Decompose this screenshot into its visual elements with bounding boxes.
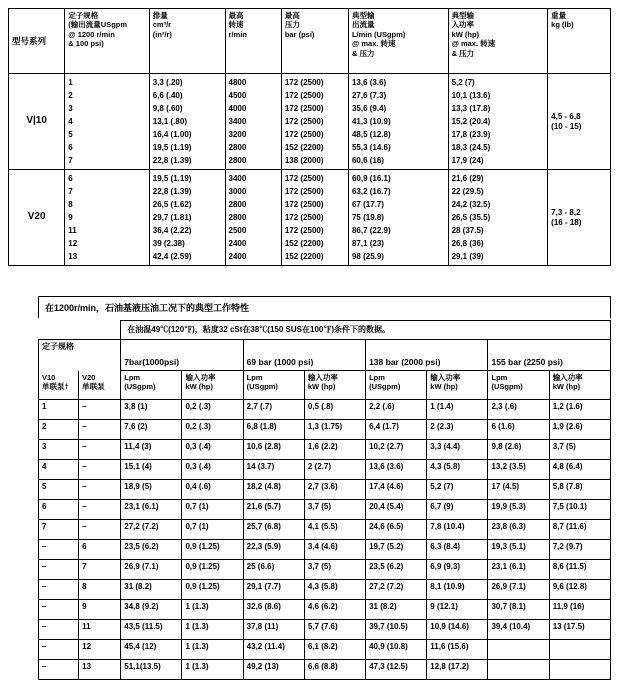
cell-v10: 4 xyxy=(39,460,79,480)
cell-flow-138bar: 23,5 (6.2) xyxy=(366,560,427,580)
cell-flow-7bar: 23,5 (6.2) xyxy=(121,540,182,560)
subheader-flow-7bar: Lpm (USgpm) xyxy=(121,371,182,400)
input-power-stack-v20: 21,6 (29) 22 (29.5) 24,2 (32.5) 26,5 (35.5) 28 (37.5) 26,8 (36) 29,1 (39) xyxy=(451,174,491,261)
max-speed-column-v20 xyxy=(225,170,281,266)
cell-v20: 13 xyxy=(79,660,121,680)
cell-flow-7bar: 23,1 (6.1) xyxy=(121,500,182,520)
cell-power-69bar: 5,7 (7.6) xyxy=(304,620,365,640)
oil-condition-note: 在油温49℃(120℉)，粘度32 cSt在38℃(150 SUS在100℉)条件下的数据。 xyxy=(121,321,611,340)
cell-flow-138bar: 2,2 (.6) xyxy=(366,400,427,420)
cell-flow-69bar: 29,1 (7.7) xyxy=(243,580,304,600)
cell-power-155bar: 8,6 (11.5) xyxy=(549,560,610,580)
header-max-speed: 最高 转速 r/min xyxy=(225,9,281,74)
subheader-power-138bar: 输入功率 kW (hp) xyxy=(427,371,488,400)
typical-performance-table xyxy=(38,320,611,680)
table-row xyxy=(39,480,611,500)
input-power-stack-v10: 5,2 (7) 10,1 (13.6) 13,3 (17.8) 15,2 (20.4) 17,8 (23.9) 18,3 (24.5) 17,9 (24) xyxy=(451,78,491,165)
cell-flow-155bar: 17 (4.5) xyxy=(488,480,549,500)
cell-flow-155bar xyxy=(488,660,549,680)
cell-flow-69bar: 18,2 (4.8) xyxy=(243,480,304,500)
cell-power-69bar: 4,6 (6.2) xyxy=(304,600,365,620)
output-flow-stack-v10: 13,6 (3.6) 27,6 (7.3) 35,6 (9.4) 41,3 (10.9) 48,5 (12.8) 55,3 (14.6) 60,6 (16) xyxy=(351,78,391,165)
cell-flow-69bar: 6,8 (1.8) xyxy=(243,420,304,440)
cell-power-155bar: 4,8 (6.4) xyxy=(549,460,610,480)
cell-power-69bar: 1,6 (2.2) xyxy=(304,440,365,460)
cell-flow-7bar: 43,5 (11.5) xyxy=(121,620,182,640)
cell-flow-155bar: 23,8 (6.3) xyxy=(488,520,549,540)
cell-power-138bar: 2 (2.3) xyxy=(427,420,488,440)
cell-flow-155bar: 23,1 (6.1) xyxy=(488,560,549,580)
cell-power-138bar: 6,7 (9) xyxy=(427,500,488,520)
weight-value-imperial-v20: (16 - 18) xyxy=(551,217,582,227)
table-row xyxy=(39,620,611,640)
weight-cell-v20 xyxy=(548,170,611,266)
performance-note-row xyxy=(39,321,611,340)
output-flow-column-v10 xyxy=(348,74,448,170)
input-power-column-v20 xyxy=(448,170,548,266)
output-flow-stack-v20: 60,9 (16.1) 63,2 (16.7) 67 (17.7) 75 (19.8) 86,7 (22.9) 87,1 (23) 98 (25.9) xyxy=(351,174,391,261)
cell-flow-69bar: 22,3 (5.9) xyxy=(243,540,304,560)
weight-value-v20: 7,3 - 8,2 xyxy=(551,207,581,217)
cell-power-7bar: 0,7 (1) xyxy=(182,520,243,540)
subheader-v10-line1: V10 xyxy=(42,372,56,382)
table-row-group-v20 xyxy=(9,170,611,266)
header-series xyxy=(9,9,65,74)
cell-power-7bar: 0,4 (.6) xyxy=(182,480,243,500)
cell-flow-69bar: 37,8 (11) xyxy=(243,620,304,640)
cell-flow-69bar: 25 (6.6) xyxy=(243,560,304,580)
output-flow-column-v20 xyxy=(348,170,448,266)
cell-power-138bar: 11,6 (15.6) xyxy=(427,640,488,660)
cell-v10: 6 xyxy=(39,500,79,520)
spec-header-cell xyxy=(39,340,121,371)
weight-value-imperial-v10: (10 - 15) xyxy=(551,121,582,131)
subheader-power-69bar: 输入功率 kW (hp) xyxy=(304,371,365,400)
cell-flow-138bar: 39,7 (10.5) xyxy=(366,620,427,640)
table-row xyxy=(39,560,611,580)
series-label-v10: V|10 xyxy=(9,74,65,170)
subheader-v20-line1: V20 xyxy=(82,372,96,382)
cell-v20: – xyxy=(79,460,121,480)
cell-power-138bar: 7,8 (10.4) xyxy=(427,520,488,540)
stator-spec-column-v20 xyxy=(65,170,149,266)
cell-power-69bar: 0,5 (.8) xyxy=(304,400,365,420)
cell-flow-7bar: 51,1(13.5) xyxy=(121,660,182,680)
cell-flow-138bar: 10,2 (2.7) xyxy=(366,440,427,460)
cell-v20: – xyxy=(79,400,121,420)
cell-power-69bar: 3,7 (5) xyxy=(304,560,365,580)
performance-group-header-row xyxy=(39,340,611,371)
cell-power-138bar: 8,1 (10.9) xyxy=(427,580,488,600)
max-pressure-stack-v10: 172 (2500) 172 (2500) 172 (2500) 172 (2500) 172 (2500) 152 (2200) 138 (2000) xyxy=(284,78,324,165)
cell-power-7bar: 1 (1.3) xyxy=(182,600,243,620)
displacement-column-v20 xyxy=(149,170,225,266)
cell-power-7bar: 1 (1.3) xyxy=(182,620,243,640)
cell-v10: 1 xyxy=(39,400,79,420)
subheader-v10-line2: 单联泵† xyxy=(42,381,69,391)
cell-power-69bar: 6,1 (8.2) xyxy=(304,640,365,660)
cell-flow-7bar: 45,4 (12) xyxy=(121,640,182,660)
cell-v20: 6 xyxy=(79,540,121,560)
displacement-stack-v10: 3,3 (.20) 6,6 (.40) 9,8 (.60) 13,1 (.80) 16,4 (1.00) 19,5 (1.19) 22,8 (1.39) xyxy=(152,78,192,165)
cell-power-7bar: 1 (1.3) xyxy=(182,640,243,660)
cell-power-69bar: 3,7 (5) xyxy=(304,500,365,520)
cell-flow-138bar: 17,4 (4.6) xyxy=(366,480,427,500)
stator-spec-stack-v20: 6 7 8 9 11 12 13 xyxy=(68,174,78,261)
spec-header-label: 定子规格 xyxy=(42,342,74,351)
cell-flow-7bar: 7,6 (2) xyxy=(121,420,182,440)
table-row xyxy=(39,600,611,620)
cell-power-138bar: 4,3 (5.8) xyxy=(427,460,488,480)
cell-flow-69bar: 21,6 (5.7) xyxy=(243,500,304,520)
cell-flow-138bar: 27,2 (7.2) xyxy=(366,580,427,600)
cell-v20: 9 xyxy=(79,600,121,620)
cell-flow-7bar: 31 (8.2) xyxy=(121,580,182,600)
cell-v20: – xyxy=(79,520,121,540)
cell-power-155bar xyxy=(549,660,610,680)
cell-power-138bar: 6,3 (8.4) xyxy=(427,540,488,560)
cell-power-69bar: 6,6 (8.8) xyxy=(304,660,365,680)
max-speed-stack-v10: 4800 4500 4000 3400 3200 2800 2800 xyxy=(228,78,247,165)
cell-v10: – xyxy=(39,660,79,680)
cell-flow-7bar: 27,2 (7.2) xyxy=(121,520,182,540)
group-header-138bar: 138 bar (2000 psi) xyxy=(366,340,488,371)
table-row xyxy=(39,540,611,560)
cell-flow-155bar xyxy=(488,640,549,660)
cell-flow-7bar: 15,1 (4) xyxy=(121,460,182,480)
table-row xyxy=(39,440,611,460)
cell-power-7bar: 0,9 (1.25) xyxy=(182,580,243,600)
stator-spec-column-v10 xyxy=(65,74,149,170)
table-row xyxy=(39,580,611,600)
cell-power-7bar: 0,9 (1.25) xyxy=(182,560,243,580)
table-row xyxy=(39,640,611,660)
cell-power-7bar: 1 (1.3) xyxy=(182,660,243,680)
cell-v20: – xyxy=(79,480,121,500)
max-pressure-column-v20 xyxy=(281,170,348,266)
cell-flow-155bar: 30,7 (8.1) xyxy=(488,600,549,620)
cell-v10: – xyxy=(39,620,79,640)
cell-v10: – xyxy=(39,540,79,560)
note-spacer-left2 xyxy=(79,321,121,340)
cell-flow-155bar: 9,8 (2.6) xyxy=(488,440,549,460)
header-stator-spec: 定子规格 (输出流量USgpm @ 1200 r/min & 100 psi) xyxy=(65,9,149,74)
cell-power-155bar: 5,8 (7.8) xyxy=(549,480,610,500)
cell-flow-69bar: 32,6 (8.6) xyxy=(243,600,304,620)
cell-v10: 3 xyxy=(39,440,79,460)
pump-specifications-table xyxy=(8,8,611,266)
cell-flow-7bar: 11,4 (3) xyxy=(121,440,182,460)
cell-power-155bar: 7,5 (10.1) xyxy=(549,500,610,520)
cell-power-7bar: 0,3 (.4) xyxy=(182,440,243,460)
cell-flow-138bar: 47,3 (12.5) xyxy=(366,660,427,680)
series-label-v20: V20 xyxy=(9,170,65,266)
cell-flow-69bar: 43,2 (11.4) xyxy=(243,640,304,660)
cell-power-69bar: 4,1 (5.5) xyxy=(304,520,365,540)
subheader-v20-line2: 单联泵 xyxy=(82,381,105,391)
cell-power-69bar: 4,3 (5.8) xyxy=(304,580,365,600)
table-row-group-v10 xyxy=(9,74,611,170)
weight-cell-v10 xyxy=(548,74,611,170)
cell-power-155bar: 7,2 (9.7) xyxy=(549,540,610,560)
cell-power-7bar: 0,2 (.3) xyxy=(182,400,243,420)
cell-flow-7bar: 34,8 (9.2) xyxy=(121,600,182,620)
cell-v10: 5 xyxy=(39,480,79,500)
weight-value-v10: 4,5 - 6,8 xyxy=(551,111,581,121)
cell-flow-138bar: 24,6 (6.5) xyxy=(366,520,427,540)
cell-power-155bar: 1,2 (1.6) xyxy=(549,400,610,420)
displacement-stack-v20: 19,5 (1.19) 22,8 (1.39) 26,5 (1.62) 29,7 (1.81) 36,4 (2.22) 39 (2.38) 42,4 (2.59) xyxy=(152,174,192,261)
max-speed-stack-v20: 3400 3000 2800 2800 2500 2400 2400 xyxy=(228,174,247,261)
performance-table-title: 在1200r/min，石油基液压油工况下的典型工作特性 xyxy=(38,296,611,318)
cell-flow-7bar: 3,8 (1) xyxy=(121,400,182,420)
cell-power-69bar: 2,7 (3.6) xyxy=(304,480,365,500)
table-row xyxy=(39,420,611,440)
cell-power-155bar xyxy=(549,640,610,660)
cell-power-7bar: 0,2 (.3) xyxy=(182,420,243,440)
cell-flow-7bar: 18,9 (5) xyxy=(121,480,182,500)
cell-v10: – xyxy=(39,580,79,600)
cell-power-69bar: 2 (2.7) xyxy=(304,460,365,480)
performance-subheader-row xyxy=(39,371,611,400)
table-row xyxy=(39,660,611,680)
max-pressure-stack-v20: 172 (2500) 172 (2500) 172 (2500) 172 (2500) 172 (2500) 152 (2200) 152 (2200) xyxy=(284,174,324,261)
cell-power-155bar: 13 (17.5) xyxy=(549,620,610,640)
max-pressure-column-v10 xyxy=(281,74,348,170)
cell-flow-69bar: 10,6 (2.8) xyxy=(243,440,304,460)
cell-power-138bar: 5,2 (7) xyxy=(427,480,488,500)
cell-v20: 7 xyxy=(79,560,121,580)
cell-flow-69bar: 49,2 (13) xyxy=(243,660,304,680)
cell-power-155bar: 3,7 (5) xyxy=(549,440,610,460)
cell-flow-155bar: 19,9 (5.3) xyxy=(488,500,549,520)
cell-flow-155bar: 26,9 (7.1) xyxy=(488,580,549,600)
header-typical-output-flow: 典型输 出流量 L/min (USgpm) @ max. 转速 & 压力 xyxy=(348,9,448,74)
cell-flow-138bar: 19,7 (5.2) xyxy=(366,540,427,560)
cell-flow-69bar: 2,7 (.7) xyxy=(243,400,304,420)
table-row xyxy=(39,520,611,540)
group-header-155bar: 155 bar (2250 psi) xyxy=(488,340,611,371)
table1-header-row xyxy=(9,9,611,74)
subheader-power-7bar: 输入功率 kW (hp) xyxy=(182,371,243,400)
cell-power-138bar: 10,9 (14.6) xyxy=(427,620,488,640)
subheader-v20 xyxy=(79,371,121,400)
cell-power-155bar: 9,6 (12.8) xyxy=(549,580,610,600)
subheader-flow-138bar: Lpm (USgpm) xyxy=(366,371,427,400)
note-spacer-left xyxy=(39,321,79,340)
table-row xyxy=(39,400,611,420)
subheader-flow-69bar: Lpm (USgpm) xyxy=(243,371,304,400)
cell-flow-138bar: 40,9 (10.8) xyxy=(366,640,427,660)
header-typical-input-power: 典型输 入功率 kW (hp) @ max. 转速 & 压力 xyxy=(448,9,548,74)
cell-flow-155bar: 2,3 (.6) xyxy=(488,400,549,420)
cell-v10: – xyxy=(39,560,79,580)
subheader-power-155bar: 输入功率 kW (hp) xyxy=(549,371,610,400)
header-series-label: 型号系列 xyxy=(12,35,47,46)
group-header-7bar: 7bar(1000psi) xyxy=(121,340,243,371)
cell-flow-69bar: 25,7 (6.8) xyxy=(243,520,304,540)
cell-power-69bar: 3,4 (4.6) xyxy=(304,540,365,560)
cell-flow-69bar: 14 (3.7) xyxy=(243,460,304,480)
cell-power-155bar: 8,7 (11.6) xyxy=(549,520,610,540)
cell-v10: 2 xyxy=(39,420,79,440)
cell-power-7bar: 0,3 (.4) xyxy=(182,460,243,480)
subheader-v10 xyxy=(39,371,79,400)
cell-power-155bar: 11,9 (16) xyxy=(549,600,610,620)
stator-spec-stack-v10: 1 2 3 4 5 6 7 xyxy=(68,78,73,165)
subheader-flow-155bar: Lpm (USgpm) xyxy=(488,371,549,400)
header-weight: 重量 kg (lb) xyxy=(548,9,611,74)
cell-power-138bar: 3,3 (4.4) xyxy=(427,440,488,460)
cell-flow-155bar: 6 (1.6) xyxy=(488,420,549,440)
cell-flow-7bar: 26,9 (7.1) xyxy=(121,560,182,580)
cell-power-155bar: 1,9 (2.6) xyxy=(549,420,610,440)
cell-v10: – xyxy=(39,640,79,660)
cell-v20: – xyxy=(79,420,121,440)
cell-flow-138bar: 6,4 (1.7) xyxy=(366,420,427,440)
cell-power-138bar: 6,9 (9.3) xyxy=(427,560,488,580)
table-row xyxy=(39,460,611,480)
cell-v20: 12 xyxy=(79,640,121,660)
max-speed-column-v10 xyxy=(225,74,281,170)
displacement-column-v10 xyxy=(149,74,225,170)
cell-v10: – xyxy=(39,600,79,620)
cell-power-7bar: 0,7 (1) xyxy=(182,500,243,520)
cell-power-138bar: 9 (12.1) xyxy=(427,600,488,620)
cell-flow-138bar: 31 (8.2) xyxy=(366,600,427,620)
cell-v20: – xyxy=(79,500,121,520)
cell-power-138bar: 1 (1.4) xyxy=(427,400,488,420)
cell-v20: 8 xyxy=(79,580,121,600)
header-displacement: 排量 cm³/r (in³/r) xyxy=(149,9,225,74)
cell-v10: 7 xyxy=(39,520,79,540)
cell-flow-138bar: 13,6 (3.6) xyxy=(366,460,427,480)
header-max-pressure: 最高 压力 bar (psi) xyxy=(281,9,348,74)
cell-flow-155bar: 39,4 (10.4) xyxy=(488,620,549,640)
cell-power-69bar: 1,3 (1.75) xyxy=(304,420,365,440)
cell-power-7bar: 0,9 (1.25) xyxy=(182,540,243,560)
cell-v20: – xyxy=(79,440,121,460)
input-power-column-v10 xyxy=(448,74,548,170)
cell-power-138bar: 12,8 (17.2) xyxy=(427,660,488,680)
cell-v20: 11 xyxy=(79,620,121,640)
cell-flow-138bar: 20,4 (5.4) xyxy=(366,500,427,520)
cell-flow-155bar: 19,3 (5.1) xyxy=(488,540,549,560)
table-row xyxy=(39,500,611,520)
group-header-69bar: 69 bar (1000 psi) xyxy=(243,340,365,371)
cell-flow-155bar: 13,2 (3.5) xyxy=(488,460,549,480)
